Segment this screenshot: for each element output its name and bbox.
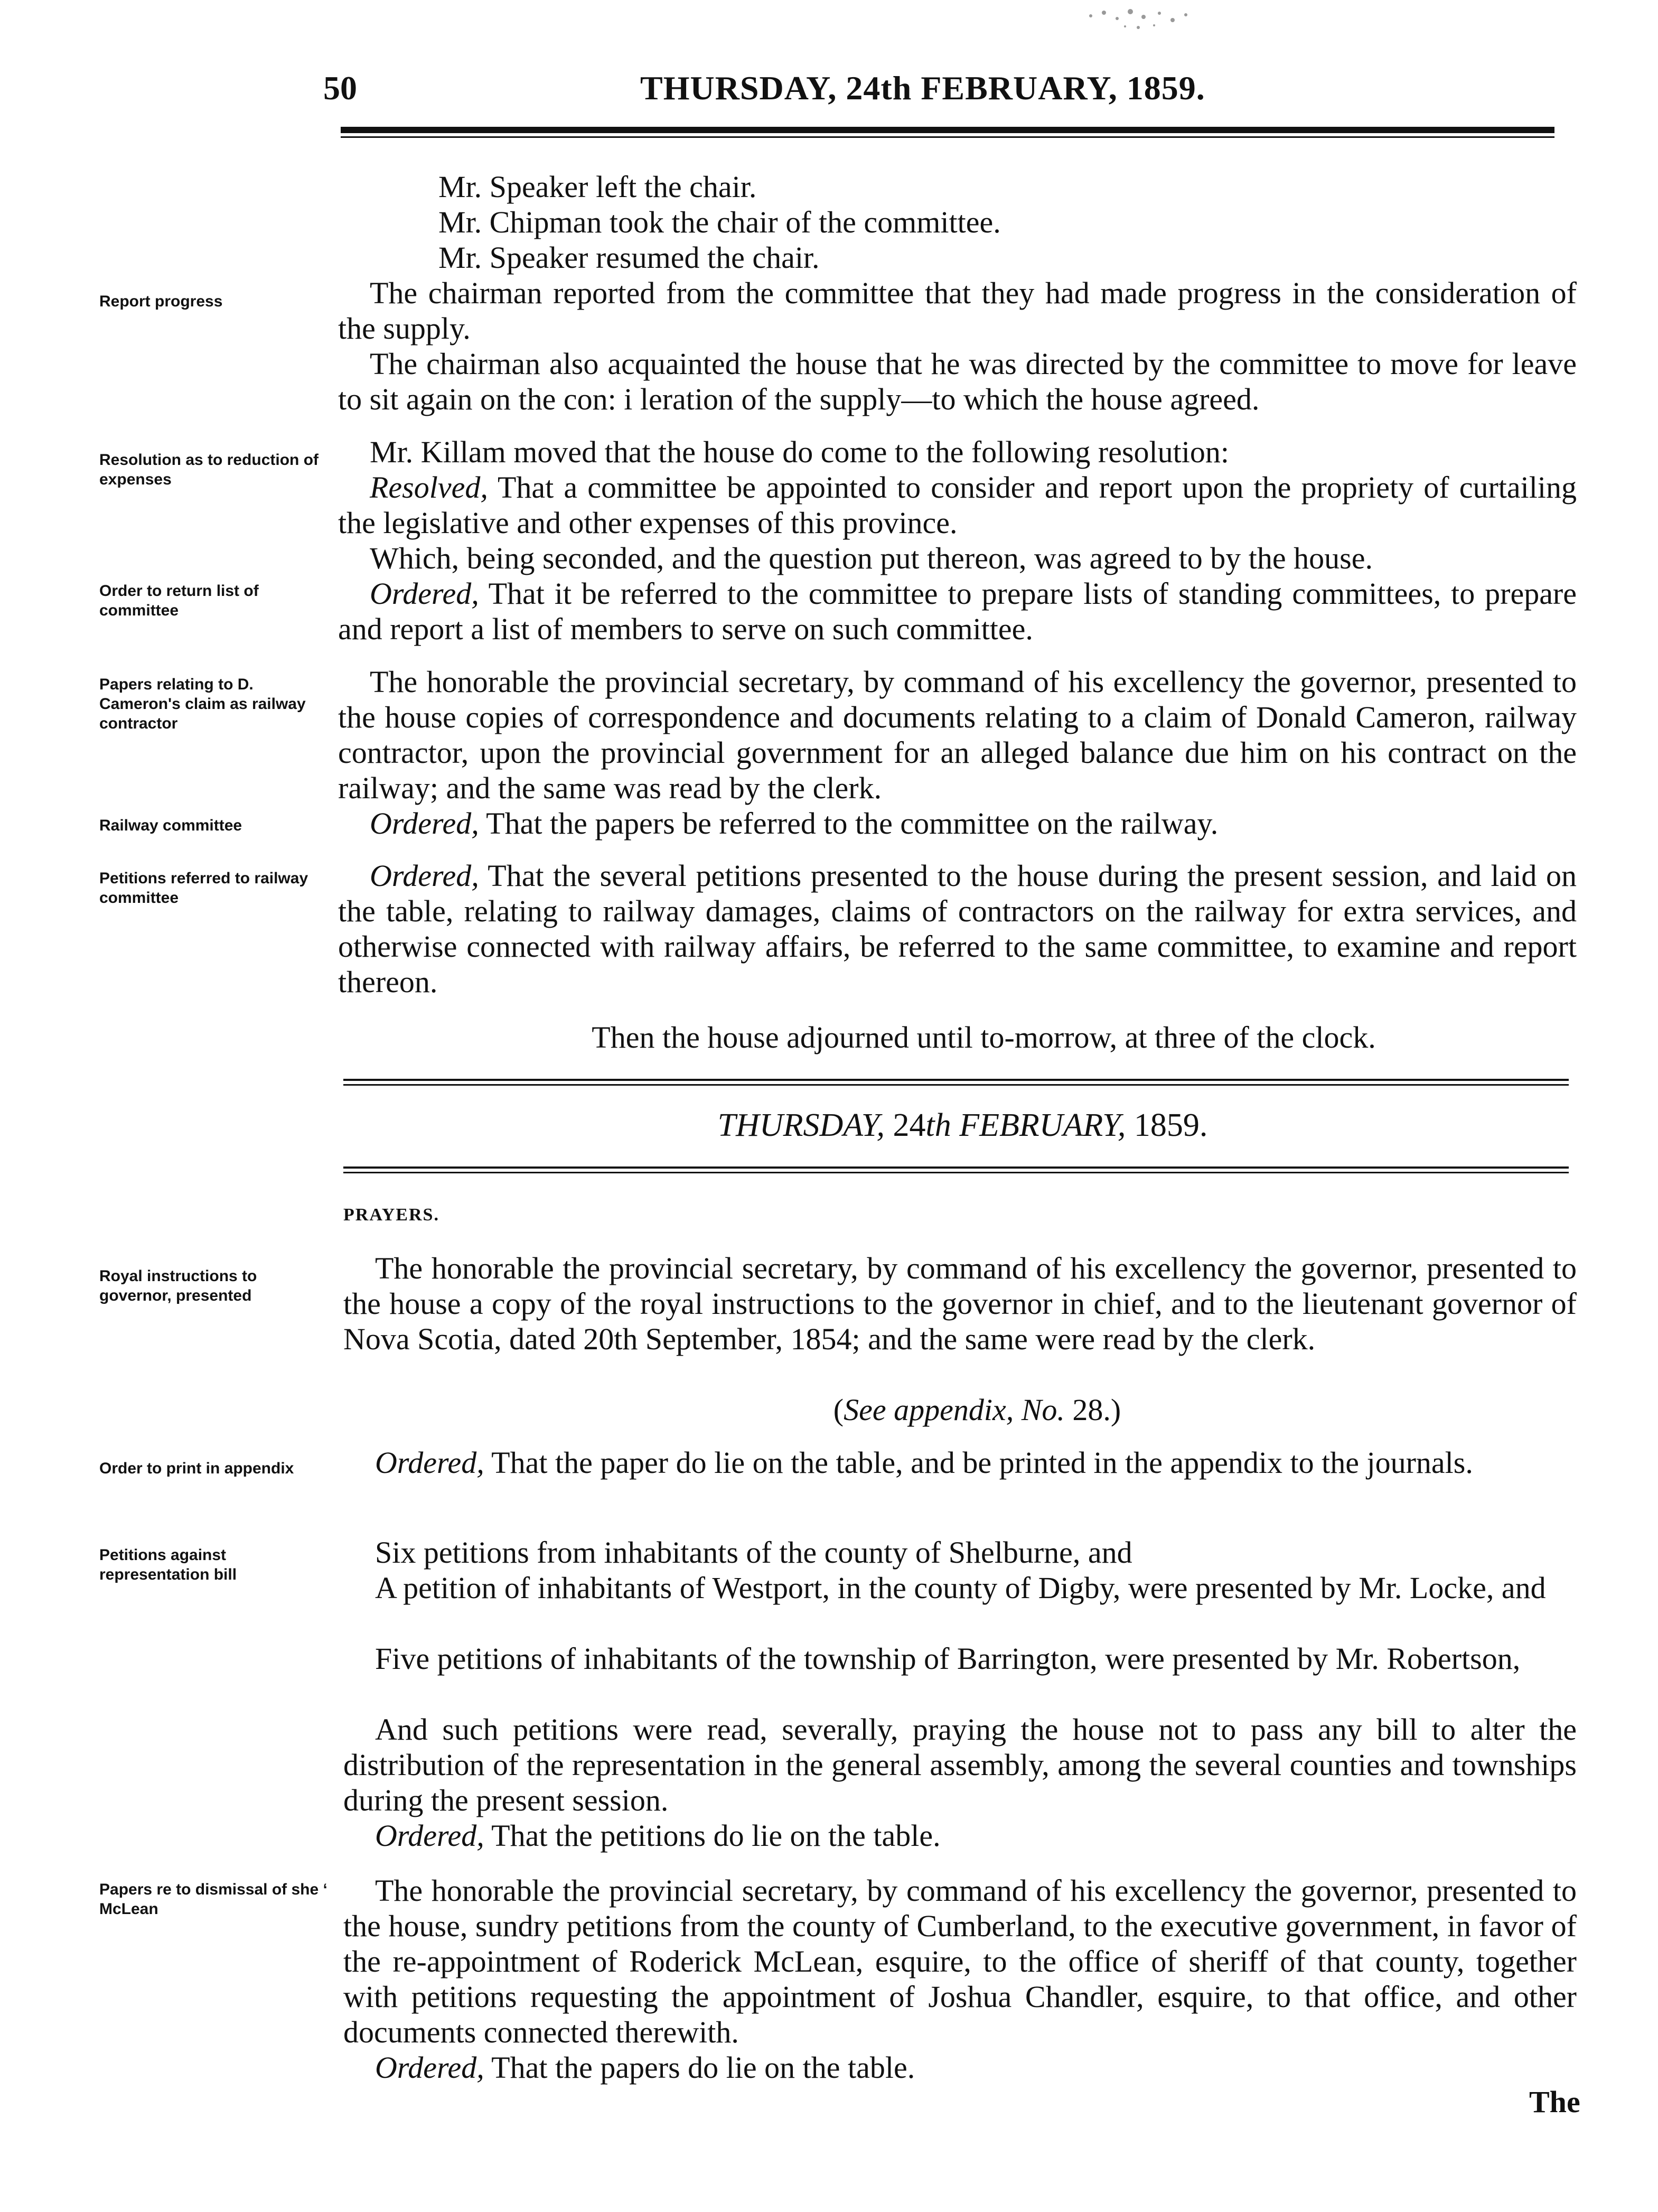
heading-year: 1859. [1126,1107,1208,1143]
heading-date-num: 24 [893,1107,926,1143]
side-note: Order to print in appendix [99,1460,294,1477]
side-note: Petitions against representation bill [99,1546,237,1583]
seconded-paragraph: Which, being seconded, and the question put thereon, was agreed to by the house. [370,541,1373,575]
shelburne-petitions: Six petitions from inhabitants of the county of Shelburne, and [375,1535,1132,1570]
papers-order-table [343,2050,1577,2085]
side-note: Order to return list of committee [99,582,259,619]
ordered-lead: Ordered, [370,806,479,841]
petitions-order-table [343,1818,1577,1853]
ordered-lead: Ordered, [370,576,479,611]
section-rule-top-1 [343,1079,1569,1081]
side-note: Papers relating to D. Cameron's claim as railway contractor [99,676,306,732]
side-note: Royal instructions to governor, presented [99,1267,257,1304]
side-note: Petitions referred to railway committee [99,870,308,907]
ordered-lead: Ordered, [375,1818,484,1853]
cameron-papers: The honorable the provincial secretary, by command of his excellency the governor, presented to the house copies of correspondence and documents relating to a claim of Donald Cameron, railway contractor, upon the provincial government for an alleged balance due him on his contract on the railway; and the same was read by the clerk. [338,665,1577,805]
ordered-lead: Ordered, [375,2050,484,2085]
ordered-lead: Ordered, [370,858,479,893]
royal-instructions: The honorable the provincial secretary, by command of his excellency the governor, presented to the house a copy of the royal instructions to the governor in chief, and to the lieutenant governor of Nova Scotia, dated 20th September, 1854; and the same were read by the clerk. [343,1251,1577,1356]
resolution-paragraph [338,470,1577,540]
ink-smudge [1080,5,1196,37]
ordered-text: That the paper do lie on the table, and be printed in the appendix to the journals. [484,1445,1473,1480]
print-order [343,1445,1577,1480]
progress-report: The chairman reported from the committee that they had made progress in the consideration of the supply. [338,276,1577,346]
heading-month: FEBRUARY, [951,1107,1126,1143]
appendix-number: 28.) [1064,1393,1121,1427]
westport-petition: A petition of inhabitants of Westport, in the county of Digby, were presented by Mr. Locke, and [375,1571,1546,1605]
side-note: Railway committee [99,817,242,834]
header-rule-thick [341,127,1554,133]
ordered-text: That the papers do lie on the table. [484,2050,915,2085]
resolved-lead: Resolved, [370,470,488,505]
railway-order [338,806,1577,841]
chipman-chair: Mr. Chipman took the chair of the committee. [438,205,1001,239]
ordered-text: That it be referred to the committee to prepare lists of standing committees, to prepare and report a list of members to serve on such committee. [338,576,1577,646]
appendix-open: ( [833,1393,844,1427]
ordered-text: That the several petitions presented to the house during the present session, and laid on the table, relating to railway damages, claims of contractors on the railway for extra services, and otherwise connected with railway affairs, be referred to the same committee, to examine and report thereon. [338,858,1577,999]
section-heading [343,1107,1582,1144]
heading-day: THURSDAY, [717,1107,893,1143]
section-rule-bottom-1 [343,1166,1569,1169]
page-number: 50 [323,69,357,107]
ordered-text: That the papers be referred to the committee on the railway. [479,806,1219,841]
ordered-text: That the petitions do lie on the table. [484,1818,941,1853]
side-note: Report progress [99,293,223,310]
speaker-left: Mr. Speaker left the chair. [438,170,757,204]
side-note: Resolution as to reduction of expenses [99,451,319,488]
ordered-lead: Ordered, [375,1445,484,1480]
side-note: Papers re to dismissal of she ‘ McLean [99,1881,327,1918]
killam-motion: Mr. Killam moved that the house do come to the following resolution: [370,435,1229,469]
petitions-order [338,858,1577,1000]
catchword: The [1529,2085,1580,2119]
header-rule-thin [341,136,1554,138]
speaker-resumed: Mr. Speaker resumed the chair. [438,240,820,275]
section-rule-bottom-2 [343,1172,1569,1173]
page-header-date: THURSDAY, 24th FEBRUARY, 1859. [640,69,1205,107]
order-lists [338,576,1577,647]
section-rule-top-2 [343,1084,1569,1086]
appendix-ref [792,1392,1162,1427]
leave-to-sit: The chairman also acquainted the house that he was directed by the committee to move for leave to sit again on the con: i leration of the supply—to which the house agreed. [338,347,1577,416]
petitions-read: And such petitions were read, severally, praying the house not to pass any bill to alter the distribution of the representation in the general assembly, among the several counties and townships during the present session. [343,1712,1577,1817]
barrington-petitions: Five petitions of inhabitants of the township of Barrington, were presented by Mr. Robertson, [375,1641,1521,1676]
adjournment: Then the house adjourned until to-morrow, at three of the clock. [592,1020,1376,1054]
prayers-heading: PRAYERS. [343,1205,439,1225]
mclean-petitions: The honorable the provincial secretary, by command of his excellency the governor, presented to the house, sundry petitions from the county of Cumberland, to the executive government, in favor of the re-appointment of Roderick McLean, esquire, to the office of sheriff of that county, together with petitions requesting the appointment of Joshua Chandler, esquire, to that office, and other documents connected therewith. [343,1873,1577,2049]
heading-date-th: th [925,1107,951,1143]
resolved-text: That a committee be appointed to consider and report upon the propriety of curtailing the legislative and other expenses of this province. [338,470,1577,540]
appendix-italic: See appendix, No. [844,1393,1065,1427]
